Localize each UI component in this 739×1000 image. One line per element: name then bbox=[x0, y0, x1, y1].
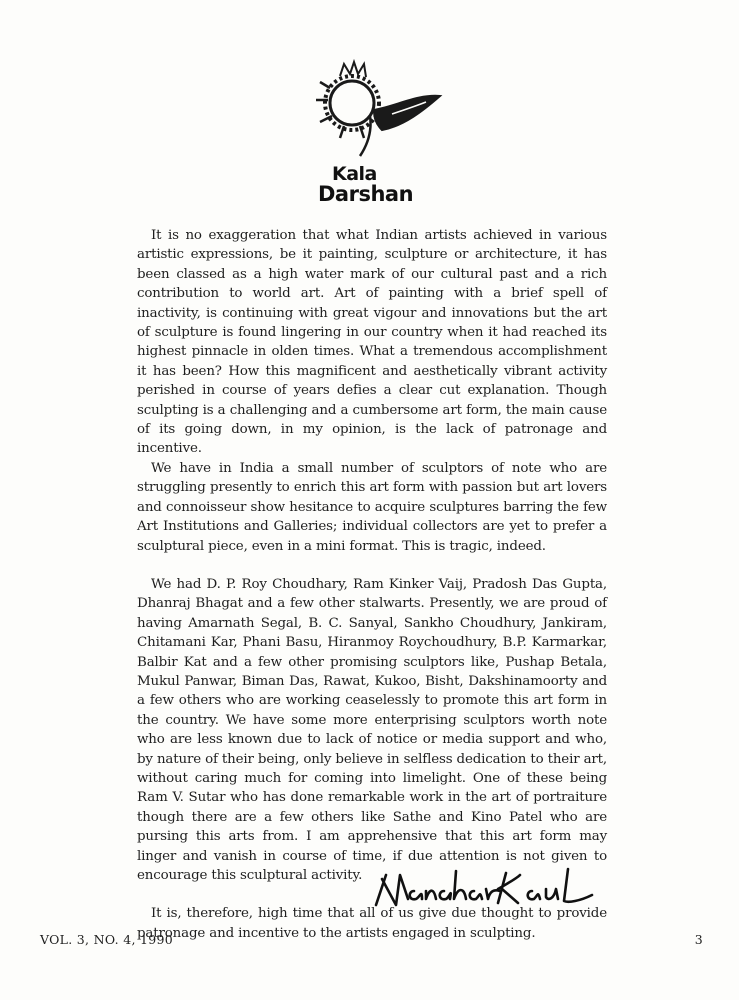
paragraph-3: We had D. P. Roy Choudhary, Ram Kinker Vaij, Pradosh Das Gupta, Dhanraj Bhagat and a few other stalwarts. Presently, we are proud of having Amarnath Segal, B. C. Sanyal, Sankho Choudhury, Jankiram, Chitamani Kar, Phani Basu, Hiranmoy Roychoudhury, B.P. Karmarkar, Balbir Kat and a few other promising sculptors like, Pushap Betala, Mukul Panwar, Biman Das, Rawat, Kukoo, Bisht, Dakshinamoorty and a few others who are working ceaselessly to promote this art form in the country. We have some more enterprising sculptors worth note who are less known due to lack of notice or media support and who, by nature of their being, only believe in selfless dedication to their art, without caring much for coming into limelight. One of these being Ram V. Sutar who has done remarkable work in the art of portraiture though there are a few others like Sathe and Kino Patel who are pursing this arts from. I am apprehensive that this art form may linger and vanish in course of time, if due attention is not given to encourage this sculptural activity. bbox=[137, 576, 607, 883]
handwritten-signature bbox=[370, 865, 610, 913]
masthead-title bbox=[318, 164, 458, 204]
masthead-line-1: Kala bbox=[332, 163, 377, 185]
paragraph-2: We have in India a small number of sculptors of note who are struggling presently to enrich this art form with passion but art lovers and connoisseur show hesitance to acquire sculptures barring the few Art Institutions and Galleries; individual collectors are yet to prefer a sculptural piece, even in a mini format. This is tragic, indeed. bbox=[137, 460, 607, 554]
masthead-line-2: Darshan bbox=[318, 182, 414, 206]
paragraph-4: It is, therefore, high time that all of us give due thought to provide patronage and incentive to the artists engaged in sculpting. bbox=[137, 906, 607, 941]
paragraph-1: It is no exaggeration that what Indian artists achieved in various artistic expressions, be it painting, sculpture or architecture, it has been classed as a high water mark of our cultural past and a rich contribution to world art. Art of painting with a brief spell of inactivity, is continuing with great vigour and innovations but the art of sculpture is found lingering in our country when it had reached its highest pinnacle in olden times. What a tremendous accomplishment it has been? How this magnificent and aesthetically vibrant activity perished in course of years defies a clear cut explanation. Though sculpting is a challenging and a cumbersome art form, the main cause of its going down, in my opinion, is the lack of patronage and incentive. bbox=[137, 228, 607, 457]
volume-info: VOL. 3, NO. 4, 1990 bbox=[40, 932, 174, 947]
editorial-body bbox=[137, 226, 607, 943]
kala-darshan-emblem bbox=[300, 58, 450, 168]
page-number: 3 bbox=[694, 932, 703, 947]
